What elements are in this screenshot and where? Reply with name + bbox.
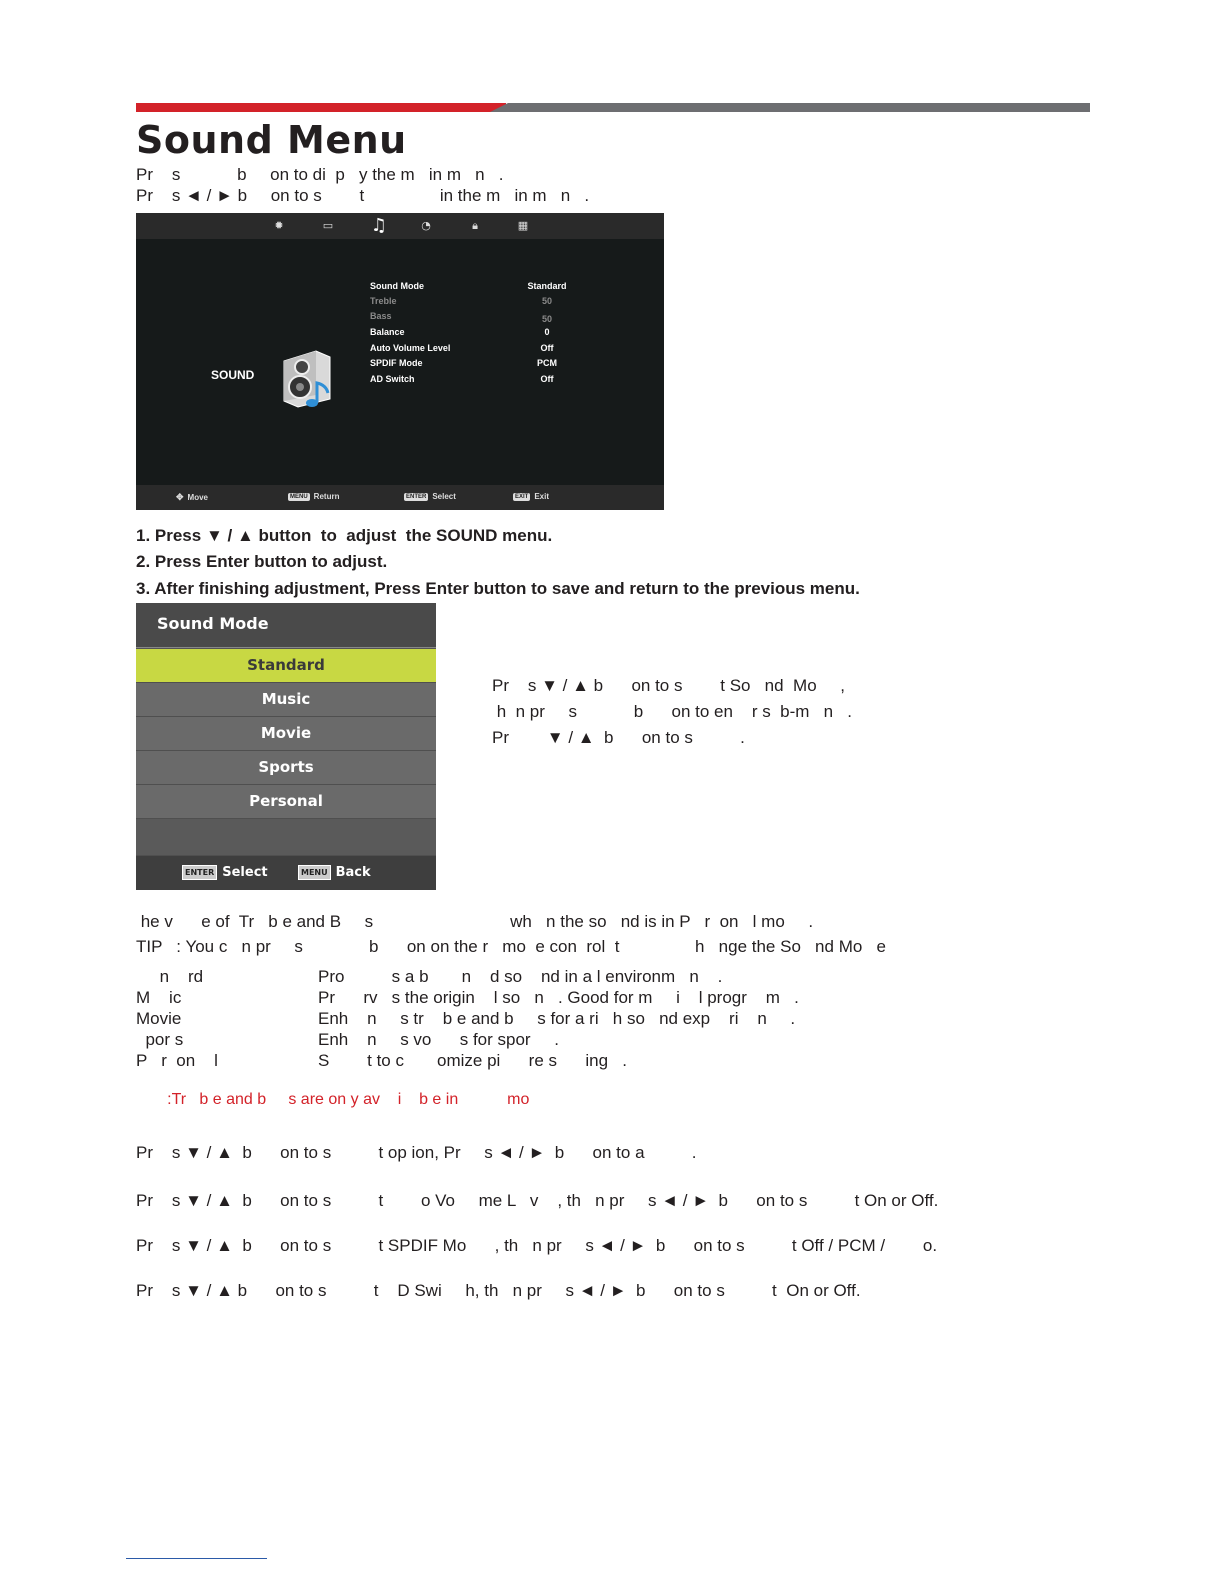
option-instruction-4: Pr s ▼ / ▲ b on to s t D Swi h, th n pr s ◄ / ► b on to s t On or Off.: [136, 1281, 861, 1300]
osd-row-treble[interactable]: Treble: [370, 296, 397, 306]
exit-key-icon: EXIT: [515, 493, 529, 500]
sound-mode-header: [136, 603, 436, 648]
option-instruction-1: Pr s ▼ / ▲ b on to s t op ion, Pr s ◄ / ► b on to a .: [136, 1143, 697, 1162]
osd-row-auto-volume[interactable]: Auto Volume Level: [370, 343, 451, 353]
gear-icon[interactable]: ✹: [274, 219, 284, 232]
sound-mode-instruction-1: Pr s ▼ / ▲ b on to s t So nd Mo ,: [492, 676, 845, 695]
intro-line-1: Pr s b on to di p y the m in m n .: [136, 165, 504, 184]
personal-mode-note: he v e of Tr b e and B s wh n the so nd is in P r on l mo .: [136, 912, 814, 931]
mode-label-sports: por s: [136, 1030, 184, 1049]
osd-row-bass[interactable]: Bass: [370, 311, 392, 321]
intro-line-2: Pr s ◄ / ► b on to s t in the m in m n .: [136, 186, 590, 205]
sound-mode-option-sports[interactable]: Sports: [136, 751, 436, 785]
osd-value-balance: 0: [544, 327, 550, 337]
enter-key-icon: ENTER: [406, 493, 427, 500]
osd-row-ad-switch[interactable]: AD Switch: [370, 374, 415, 384]
step-2: 2. Press Enter button to adjust.: [136, 552, 388, 571]
treble-bass-note: :Tr b e and b s are on y av i b e in mo: [136, 1091, 530, 1108]
osd-screen: [136, 213, 664, 510]
mode-desc-movie: Enh n s tr b e and b s for a ri h so nd exp ri n .: [318, 1009, 796, 1028]
mode-desc-sports: Enh n s vo s for spor .: [318, 1030, 559, 1049]
osd-top-bar: [136, 213, 664, 239]
footer-rule: [126, 1558, 267, 1559]
header-red-bar: [136, 103, 506, 112]
lock-icon[interactable]: 🔒︎: [472, 219, 478, 232]
sound-mode-option-personal[interactable]: Personal: [136, 785, 436, 819]
mode-label-standard: n rd: [136, 967, 204, 986]
mode-desc-personal: S t to c omize pi re s ing .: [318, 1051, 627, 1070]
sound-mode-instruction-2: h n pr s b on to en r s b-m n .: [492, 702, 852, 721]
move-arrows-icon: ✥: [176, 492, 184, 502]
sound-mode-option-music[interactable]: Music: [136, 683, 436, 717]
sound-mode-option-standard[interactable]: Standard: [136, 649, 436, 683]
music-note-icon[interactable]: ♫: [370, 215, 388, 236]
mode-label-music: M ic: [136, 988, 182, 1007]
osd-body: [136, 239, 664, 485]
grid-icon[interactable]: ▦: [517, 219, 529, 232]
osd-value-ad-switch: Off: [540, 374, 554, 384]
osd-row-sound-mode[interactable]: Sound Mode: [370, 281, 424, 291]
step-1: 1. Press ▼ / ▲ button to adjust the SOUND menu.: [136, 526, 553, 545]
monitor-icon[interactable]: ▭: [322, 219, 334, 232]
osd-hint-bar: [136, 485, 664, 510]
mode-desc-music: Pr rv s the origin l so n . Good for m i l progr m .: [318, 988, 799, 1007]
option-instruction-3: Pr s ▼ / ▲ b on to s t SPDIF Mo , th n pr s ◄ / ► b on to s t Off / PCM / o.: [136, 1236, 938, 1255]
clock-icon[interactable]: ◔: [421, 219, 431, 232]
speaker-icon: [278, 347, 344, 409]
back-hint: MENU Back: [298, 865, 371, 880]
option-instruction-2: Pr s ▼ / ▲ b on to s t o Vo me L v , th n pr s ◄ / ► b on to s t On or Off.: [136, 1191, 939, 1210]
header-gray-bar: [490, 103, 1090, 112]
mode-desc-standard: Pro s a b n d so nd in a l environm n .: [318, 967, 723, 986]
osd-value-auto-volume: Off: [540, 343, 554, 353]
sound-mode-footer: [136, 856, 436, 890]
osd-row-spdif-mode[interactable]: SPDIF Mode: [370, 358, 423, 368]
mode-label-personal: P r on l: [136, 1051, 218, 1070]
return-hint: MENU Return: [290, 492, 340, 501]
menu-key-icon: MENU: [298, 865, 331, 880]
sound-mode-instruction-3: Pr ▼ / ▲ b on to s .: [492, 728, 745, 747]
step-3: 3. After finishing adjustment, Press Enter button to save and return to the previous menu.: [136, 579, 860, 598]
sound-mode-menu: [136, 603, 436, 890]
osd-value-sound-mode: Standard: [527, 281, 567, 291]
page-title: Sound Menu: [136, 118, 407, 162]
osd-value-bass: 50: [541, 314, 552, 324]
enter-key-icon: ENTER: [182, 865, 217, 880]
osd-row-balance[interactable]: Balance: [370, 327, 405, 337]
select-hint: ENTER Select: [182, 865, 268, 880]
mode-label-movie: Movie: [136, 1009, 182, 1028]
exit-hint: EXIT Exit: [515, 492, 550, 501]
menu-key-icon: MENU: [290, 493, 308, 500]
osd-value-treble: 50: [541, 296, 552, 306]
sound-mode-empty-row: [136, 819, 436, 856]
sound-mode-option-movie[interactable]: Movie: [136, 717, 436, 751]
tip-note: TIP : You c n pr s b on on the r mo e con rol t h nge the So nd Mo e: [136, 937, 886, 956]
osd-section-label: SOUND: [211, 368, 255, 382]
sound-mode-title: Sound Mode: [157, 614, 269, 633]
select-hint: ENTER Select: [406, 492, 456, 501]
move-hint: ✥ Move: [176, 492, 208, 502]
osd-value-spdif-mode: PCM: [537, 358, 557, 368]
